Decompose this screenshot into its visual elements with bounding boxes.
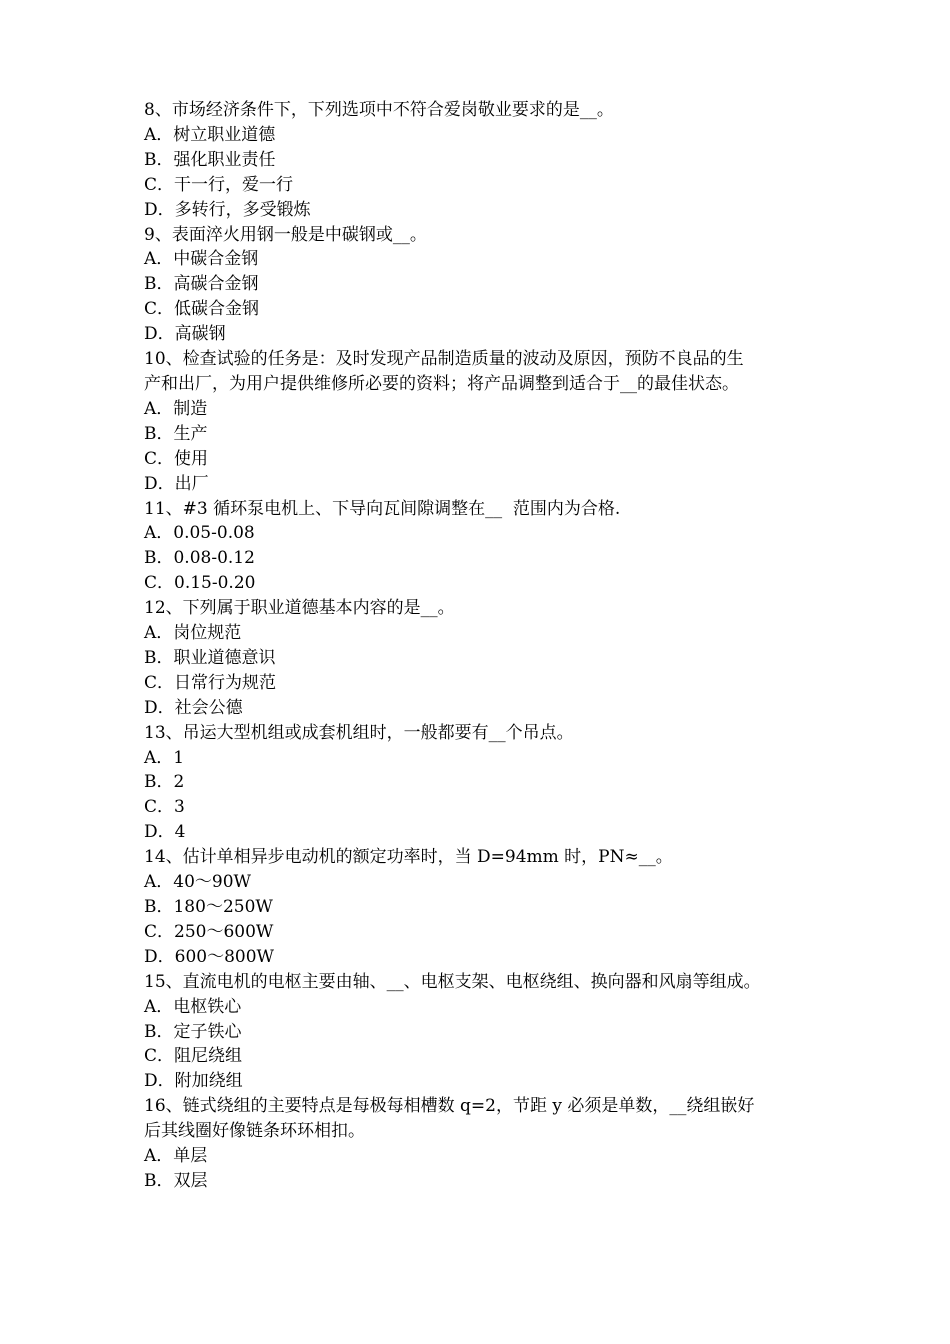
option-d: D．出厂 [144,473,209,494]
option-b: B．双层 [144,1170,208,1191]
question-15 [144,970,814,1095]
option-d: D．社会公德 [144,697,243,718]
option-b: B．生产 [144,423,208,444]
question-16 [144,1094,814,1194]
option-c: C．阻尼绕组 [144,1046,243,1067]
option-c: C．3 [144,797,185,818]
option-a: A．40～90W [144,872,252,893]
question-text-continued: 产和出厂，为用户提供维修所必要的资料；将产品调整到适合于__的最佳状态。 [144,373,739,394]
option-b: B．2 [144,772,185,793]
option-a: A．单层 [144,1146,208,1167]
option-a: A．中碳合金钢 [144,249,259,270]
question-text: 8、市场经济条件下，下列选项中不符合爱岗敬业要求的是__。 [144,100,614,120]
option-d: D．4 [144,822,186,843]
option-b: B．180～250W [144,897,273,917]
option-a: A．0.05-0.08 [144,523,255,544]
question-12 [144,596,814,721]
question-10 [144,347,814,496]
option-b: B．职业道德意识 [144,647,276,668]
option-c: C．0.15-0.20 [144,573,256,594]
option-a: A．1 [144,747,185,768]
option-c: C．低碳合金钢 [144,299,260,320]
question-text-continued: 后其线圈好像链条环环相扣。 [144,1121,365,1142]
option-b: B．强化职业责任 [144,149,276,170]
question-text: 12、下列属于职业道德基本内容的是__。 [144,598,455,619]
question-8 [144,98,814,223]
option-a: A．制造 [144,398,208,419]
question-text: 10、检查试验的任务是：及时发现产品制造质量的波动及原因，预防不良品的生 [144,349,744,370]
question-text: 11、#3 循环泵电机上、下导向瓦间隙调整在__ 范围内为合格. [144,498,621,519]
option-b: B．定子铁心 [144,1021,242,1042]
question-14 [144,845,814,970]
question-11 [144,497,814,597]
option-a: A．岗位规范 [144,623,242,644]
option-d: D．附加绕组 [144,1071,243,1092]
option-c: C．干一行，爱一行 [144,174,294,195]
question-text: 15、直流电机的电枢主要由轴、__、电枢支架、电枢绕组、换向器和风扇等组成。 [144,971,761,992]
question-text: 14、估计单相异步电动机的额定功率时，当 D=94mm 时，PN≈__。 [144,847,673,868]
question-text: 16、链式绕组的主要特点是每极每相槽数 q=2，节距 y 必须是单数，__绕组嵌好 [144,1096,755,1117]
option-b: B．高碳合金钢 [144,274,259,295]
option-c: C．日常行为规范 [144,672,277,693]
option-a: A．树立职业道德 [144,124,276,145]
option-d: D．600～800W [144,946,274,967]
option-d: D．高碳钢 [144,324,226,345]
question-text: 9、表面淬火用钢一般是中碳钢或__。 [144,224,427,245]
option-a: A．电枢铁心 [144,996,242,1017]
question-text: 13、吊运大型机组或成套机组时，一般都要有__个吊点。 [144,722,574,743]
option-d: D．多转行，多受锻炼 [144,199,311,220]
option-c: C．250～600W [144,921,274,942]
option-c: C．使用 [144,448,209,469]
question-13 [144,721,814,846]
question-9 [144,223,814,348]
option-b: B．0.08-0.12 [144,548,255,569]
document-page [144,98,814,1194]
